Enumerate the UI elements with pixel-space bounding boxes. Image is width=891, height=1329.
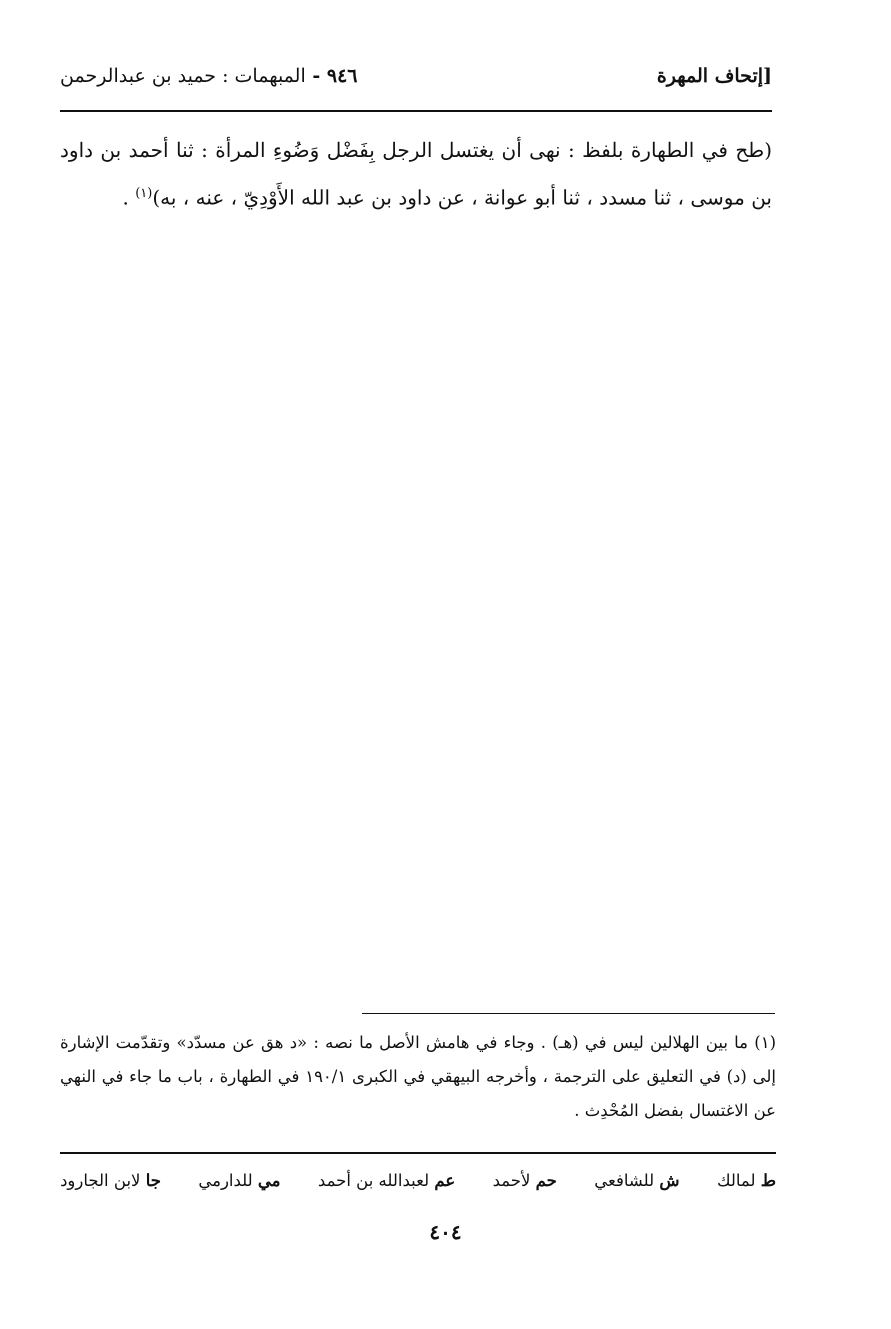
source-abbr: مي (257, 1170, 281, 1190)
source-name: لعبدالله بن أحمد (317, 1170, 430, 1190)
entry-title: المبهمات : حميد بن عبدالرحمن (60, 65, 306, 87)
footnote-reference: (١) (135, 186, 153, 201)
source-item (60, 1171, 161, 1190)
footnote (60, 1026, 776, 1128)
book-title: [إتحاف المهرة (656, 65, 772, 87)
source-item (717, 1171, 776, 1190)
source-abbr: جا (145, 1170, 161, 1190)
footnote-divider (362, 1013, 775, 1014)
source-item (493, 1171, 557, 1190)
entry-number: ٩٤٦ (326, 65, 358, 87)
sources-divider (60, 1152, 776, 1154)
page-number: ٤٠٤ (429, 1220, 462, 1244)
entry-dash: - (305, 65, 327, 87)
main-body (60, 128, 772, 220)
source-name: للشافعي (594, 1170, 655, 1190)
entry-heading (60, 65, 358, 87)
source-name: لأحمد (492, 1170, 531, 1190)
source-item (594, 1171, 679, 1190)
footnote-text: (١) ما بين الهلالين ليس في (هـ) . وجاء في هامش الأصل ما نصه : «د هق عن مسدّد» وتقدّمت الإشارة إلى (د) في التعليق على الترجمة ، وأخرجه البيهقي في الكبرى ١٩٠/١ في الطهارة ، باب ما جاء في النهي عن الاغتسال بفضل المُحْدِث . (60, 1033, 776, 1120)
sources-legend (60, 1162, 776, 1198)
source-item (198, 1171, 280, 1190)
header-divider (60, 110, 772, 112)
page-header (60, 56, 772, 96)
source-abbr: حم (535, 1170, 557, 1190)
source-name: للدارمي (198, 1170, 253, 1190)
source-item (318, 1171, 455, 1190)
source-abbr: ط (760, 1170, 776, 1190)
main-text-end: . (122, 185, 136, 210)
main-text: (طح في الطهارة بلفظ : نهى أن يغتسل الرجل بِفَضْل وَضُوءِ المرأة : ثنا أحمد بن داود بن موسى ، ثنا مسدد ، ثنا أبو عوانة ، عن داود بن عبد الله الأَوْدِيّ ، عنه ، به) (60, 138, 772, 210)
source-abbr: ش (659, 1170, 680, 1190)
source-name: لمالك (716, 1170, 756, 1190)
source-abbr: عم (434, 1170, 456, 1190)
source-name: لابن الجارود (60, 1170, 141, 1190)
